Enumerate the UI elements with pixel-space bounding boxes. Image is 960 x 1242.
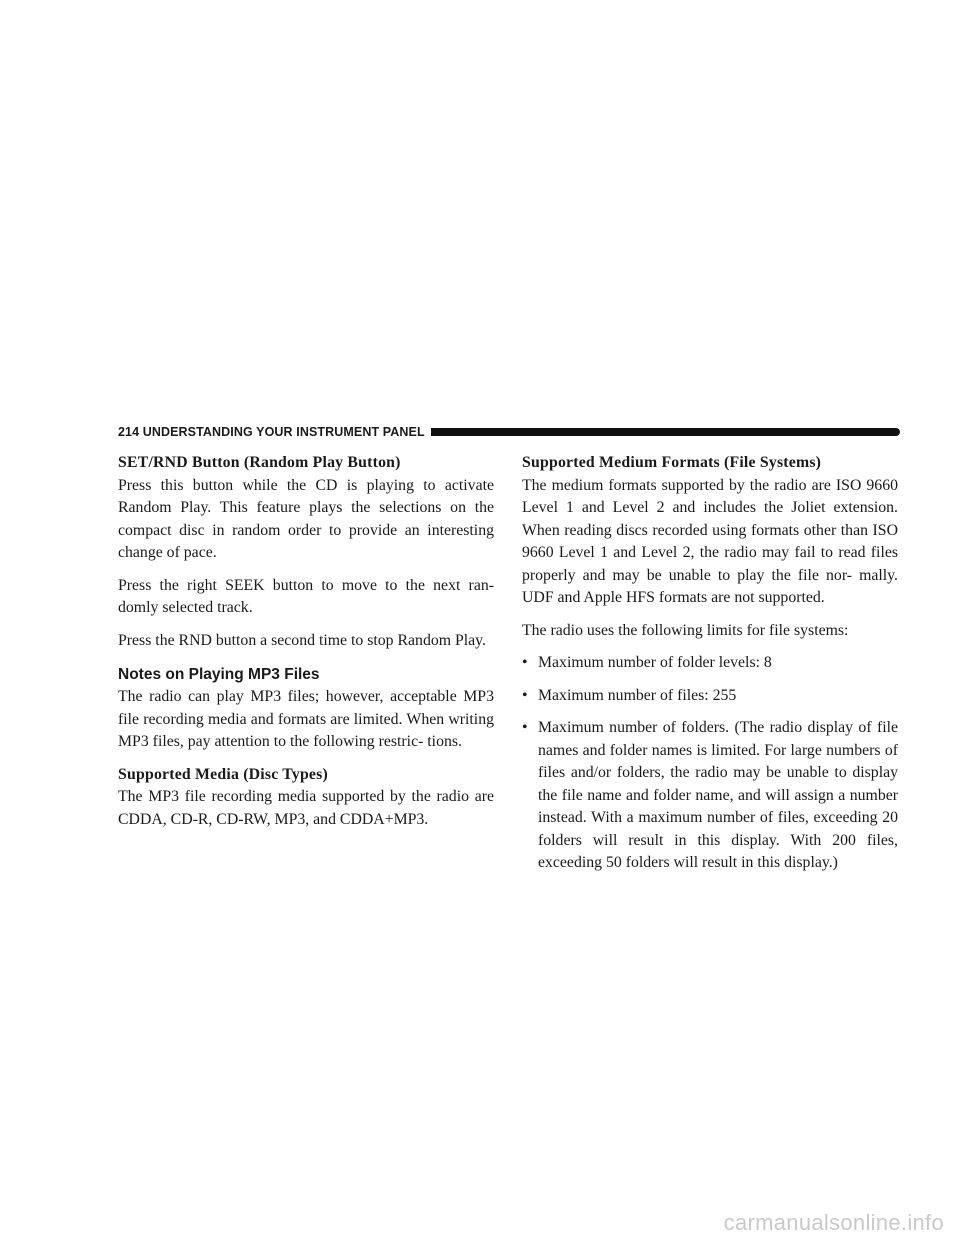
set-rnd-heading: SET/RND Button (Random Play Button) [118, 454, 401, 471]
media-paragraph: The MP3 file recording media supported by the radio are CDDA, CD-R, CD-RW, MP3, and CDDA+MP3. [118, 788, 494, 828]
media-heading: Supported Media (Disc Types) [118, 765, 328, 783]
list-item [522, 652, 898, 675]
limits-list [522, 652, 898, 875]
right-column [522, 452, 898, 885]
header-rule [431, 428, 900, 436]
page-header [118, 424, 900, 440]
page-number-section-title: 214 UNDERSTANDING YOUR INSTRUMENT PANEL [118, 425, 425, 439]
left-column [118, 452, 494, 841]
set-rnd-paragraph-3: Press the RND button a second time to stop Random Play. [118, 631, 486, 649]
watermark-text: carmanualsonline.info [723, 1210, 944, 1235]
bullet-icon: • [522, 686, 528, 704]
mp3-paragraph: The radio can play MP3 files; however, acceptable MP3 file recording media and formats are limited. When writing MP3 files, pay attention to the following restric- tions. [118, 688, 494, 750]
bullet-icon: • [522, 719, 528, 736]
bullet-icon: • [522, 654, 528, 671]
limits-intro: The radio uses the following limits for file systems: [522, 621, 849, 639]
list-item [522, 717, 898, 875]
list-item [522, 685, 898, 708]
list-item-text: Maximum number of folders. (The radio display of file names and folder names is limited. For large numbers of files and/or folders, the radio may be unable to display the file name and folder name, and will assign a number instead. With a maximum number of files, exceeding 20 folders will result in this display. With 200 files, exceeding 50 folders will result in this display.) [538, 719, 898, 871]
set-rnd-paragraph-2: Press the right SEEK button to move to the next ran- domly selected track. [118, 576, 494, 616]
list-item-text: Maximum number of files: 255 [538, 686, 737, 704]
formats-heading: Supported Medium Formats (File Systems) [522, 454, 822, 471]
mp3-heading: Notes on Playing MP3 Files [118, 666, 320, 683]
formats-paragraph: The medium formats supported by the radio are ISO 9660 Level 1 and Level 2 and includes the Joliet extension. When reading discs recorded using formats other than ISO 9660 Level 1 and Level 2, the radio may fail to read files properly and may be unable to play the file nor- mally. UDF and Apple HFS formats are not supported. [522, 476, 898, 606]
set-rnd-paragraph-1: Press this button while the CD is playing to activate Random Play. This feature plays the selections on the compact disc in random order to provide an interesting change of pace. [118, 476, 494, 561]
list-item-text: Maximum number of folder levels: 8 [538, 654, 772, 671]
